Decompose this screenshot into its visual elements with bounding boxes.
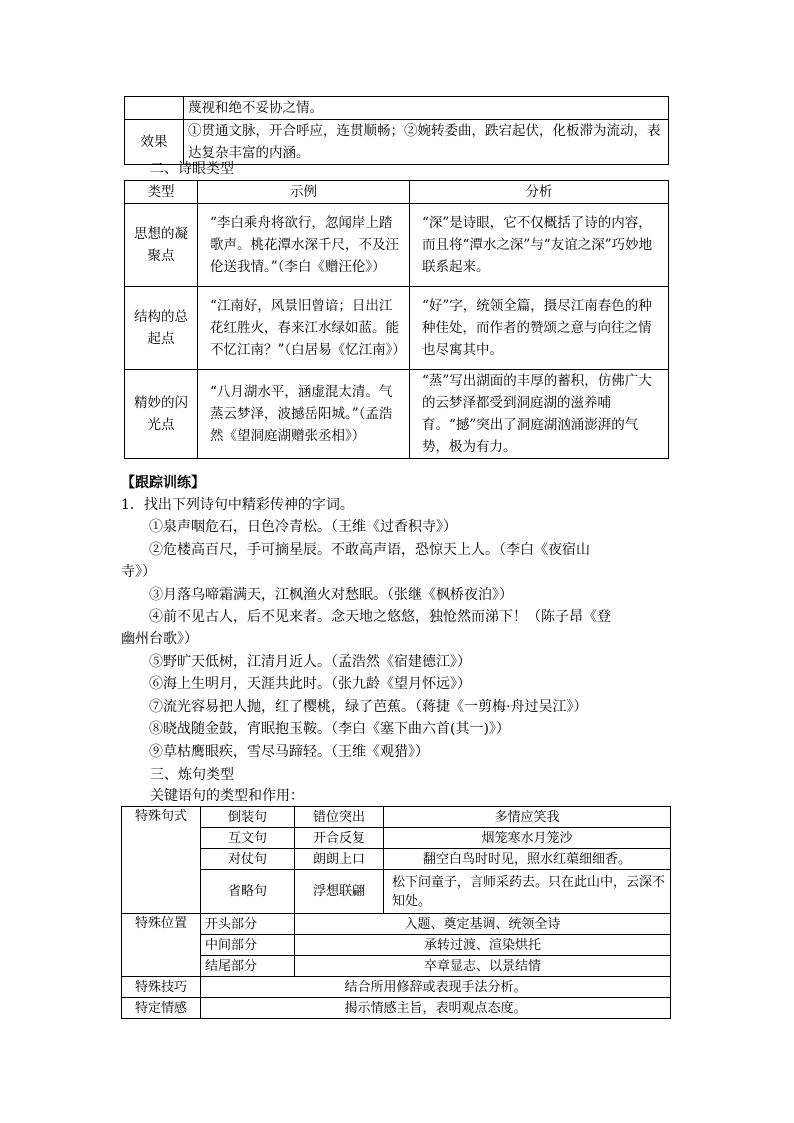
poem-item: ④前不见古人，后不见来者。念天地之悠悠，独怆然而涕下！（陈子昂《登 [149, 609, 611, 625]
poem-item: ⑥海上生明月，天涯共此时。（张九龄《望月怀远》） [149, 676, 471, 692]
position-part: 中间部分 [201, 935, 295, 956]
sentence-type: 倒装句 [201, 807, 295, 828]
section2-title: 二、诗眼类型 [150, 161, 234, 177]
type-cell: 结构的总起点 [125, 287, 198, 370]
contempt-text: 蔑视和绝不妥协之情。 [184, 97, 669, 120]
poem-item: ②危楼高百尺，手可摘星辰。不敢高声语，恐惊天上人。（李白《夜宿山 [149, 542, 590, 558]
type-cell: 精妙的闪光点 [125, 370, 198, 459]
position-part: 结尾部分 [201, 956, 295, 977]
poem-item: ⑤野旷天低树，江清月近人。（孟浩然《宿建德江》） [149, 654, 471, 670]
analysis-cell: “深”是诗眼，它不仅概括了诗的内容，而且将“潭水之深”与“友谊之深”巧妙地联系起来。 [410, 204, 669, 287]
sentence-type: 省略句 [201, 870, 295, 914]
poem-item: ③月落乌啼霜满天，江枫渔火对愁眠。（张继《枫桥夜泊》） [149, 587, 513, 603]
sentence-effect: 错位突出 [295, 807, 384, 828]
sentence-example: 多情应笑我 [384, 807, 671, 828]
type-cell: 思想的凝聚点 [125, 204, 198, 287]
sentence-example: 烟笼寒水月笼沙 [384, 828, 671, 849]
analysis-cell: “好”字，统领全篇，摄尽江南春色的种种佳处，而作者的赞颂之意与向往之情也尽寓其中。 [410, 287, 669, 370]
empty-cell [125, 97, 184, 120]
emotion-text: 揭示情感主旨，表明观点态度。 [201, 998, 671, 1019]
sentence-effect: 朗朗上口 [295, 849, 384, 870]
poem-item: 寺》） [121, 564, 156, 580]
poem-item: ①泉声咽危石，日色冷青松。（王维《过香积寺》） [149, 519, 457, 535]
section3-title: 三、炼句类型 [150, 767, 234, 783]
position-function: 入题、奠定基调、统领全诗 [295, 914, 671, 935]
header-example: 示例 [198, 181, 410, 204]
sentence-type: 对仗句 [201, 849, 295, 870]
sentence-type: 互文句 [201, 828, 295, 849]
poem-eye-table [124, 180, 669, 459]
position-function: 卒章显志、以景结情 [295, 956, 671, 977]
training-title: 【跟踪训练】 [121, 475, 205, 491]
example-cell: “李白乘舟将欲行，忽闻岸上踏歌声。桃花潭水深千尺，不及汪伦送我情。”（李白《赠汪伦》） [198, 204, 410, 287]
question-1: 1．找出下列诗句中精彩传神的字词。 [121, 497, 354, 513]
example-cell: “江南好，风景旧曾谙；日出江花红胜火，春来江水绿如蓝。能不忆江南？”（白居易《忆江南》） [198, 287, 410, 370]
position-function: 承转过渡、渲染烘托 [295, 935, 671, 956]
header-analysis: 分析 [410, 181, 669, 204]
poem-item: ⑦流光容易把人抛，红了樱桃，绿了芭蕉。（蒋捷《一剪梅·舟过吴江》） [149, 699, 588, 715]
special-sentence-label: 特殊句式 [122, 807, 201, 914]
position-part: 开头部分 [201, 914, 295, 935]
sentence-example: 松下问童子，言师采药去。只在此山中，云深不知处。 [384, 870, 671, 914]
special-technique-label: 特殊技巧 [122, 977, 201, 998]
poem-item: ⑧晓战随金鼓，宵眠抱玉鞍。（李白《塞下曲六首(其一)》） [149, 721, 510, 737]
technique-text: 结合所用修辞或表现手法分析。 [201, 977, 671, 998]
analysis-cell: “蒸”写出湖面的丰厚的蓄积，仿佛广大的云梦泽都受到洞庭湖的滋养哺育。“撼”突出了洞庭湖汹涌澎湃的气势，极为有力。 [410, 370, 669, 459]
sentence-effect: 浮想联翩 [295, 870, 384, 914]
special-position-label: 特殊位置 [122, 914, 201, 977]
example-cell: “八月湖水平，涵虚混太清。气蒸云梦泽，波撼岳阳城。”（孟浩然《望洞庭湖赠张丞相》） [198, 370, 410, 459]
sentence-effect: 开合反复 [295, 828, 384, 849]
poem-item: ⑨草枯鹰眼疾，雪尽马蹄轻。（王维《观猎》） [149, 744, 429, 760]
header-type: 类型 [125, 181, 198, 204]
poem-item: 幽州台歌》） [121, 631, 198, 647]
section3-subtitle: 关键语句的类型和作用： [150, 788, 304, 804]
sentence-example: 翻空白鸟时时见，照水红蕖细细香。 [384, 849, 671, 870]
key-sentence-table [121, 806, 671, 1019]
special-emotion-label: 特定情感 [122, 998, 201, 1019]
effect-table [124, 96, 669, 165]
effect-label: 效果 [125, 120, 184, 165]
effect-text: ①贯通文脉，开合呼应，连贯顺畅；②婉转委曲，跌宕起伏，化板滞为流动，表达复杂丰富的内涵。 [184, 120, 669, 165]
